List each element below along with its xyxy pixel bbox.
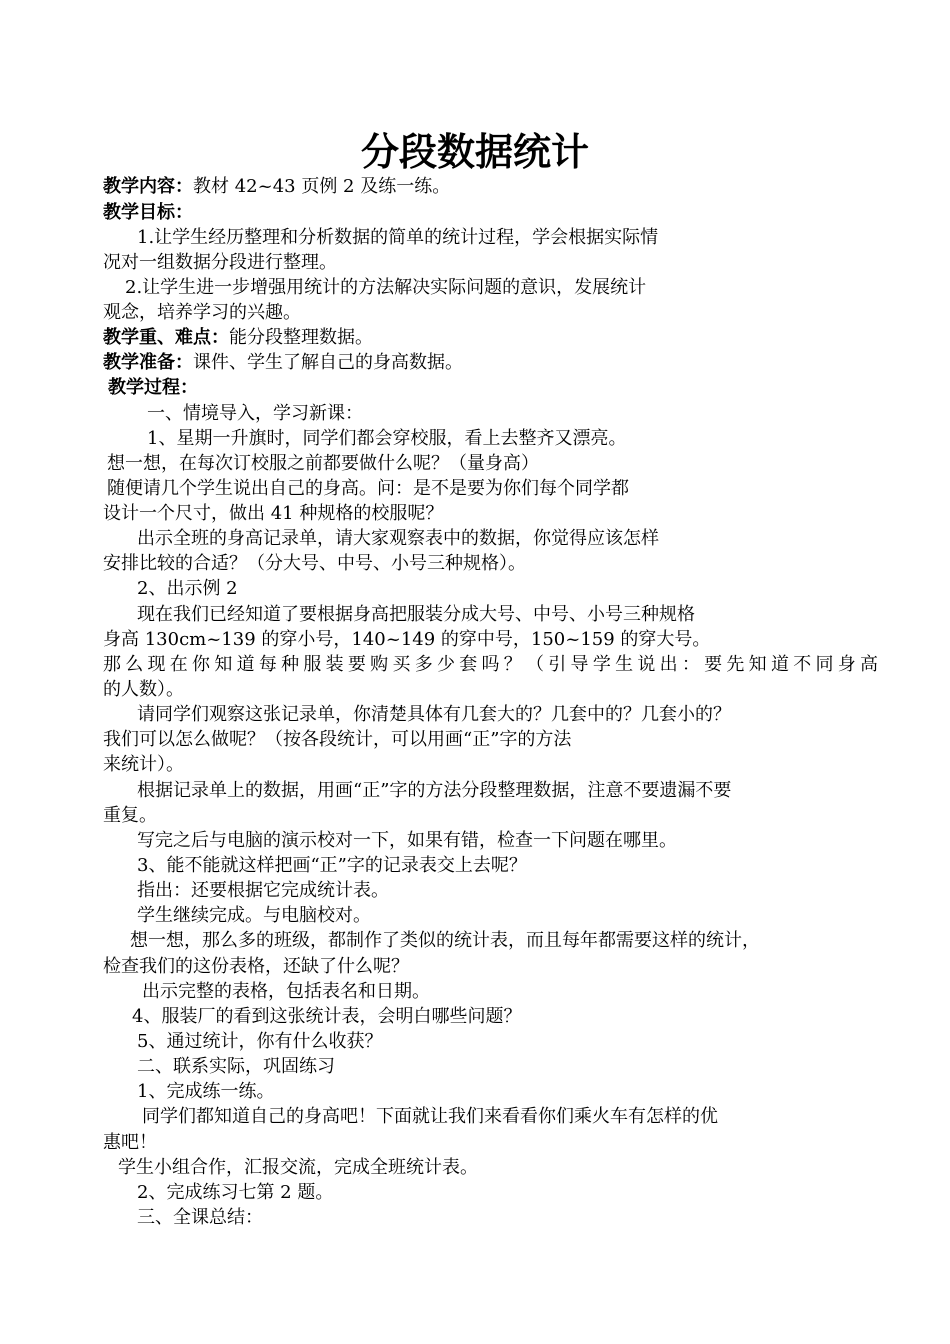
process-line: 2、出示例 2 xyxy=(137,578,238,599)
process-line: 我们可以怎么做呢？（按各段统计，可以用画“正”字的方法 xyxy=(103,729,572,750)
process-line: 根据记录单上的数据，用画“正”字的方法分段整理数据，注意不要遗漏不要 xyxy=(137,780,732,801)
content-line xyxy=(103,175,450,199)
page-title: 分段数据统计 xyxy=(360,130,589,174)
process-line: 想一想，那么多的班级，都制作了类似的统计表，而且每年都需要这样的统计， xyxy=(130,930,760,951)
process-line: 1、星期一升旗时，同学们都会穿校服，看上去整齐又漂亮。 xyxy=(147,428,627,449)
process-heading xyxy=(108,376,198,400)
preparation-line xyxy=(103,351,463,375)
objective-2-line-1: 2.让学生进一步增强用统计的方法解决实际问题的意识，发展统计 xyxy=(125,277,647,298)
preparation-label: 教学准备： xyxy=(103,352,193,373)
objectives-heading xyxy=(103,201,193,225)
process-line: 指出：还要根据它完成统计表。 xyxy=(137,880,389,901)
process-line: 2、完成练习七第 2 题。 xyxy=(137,1182,334,1203)
objective-2-line-2: 观念，培养学习的兴趣。 xyxy=(103,302,301,323)
process-line: 写完之后与电脑的演示校对一下，如果有错，检查一下问题在哪里。 xyxy=(137,830,677,851)
process-line: 三、全课总结： xyxy=(137,1207,263,1228)
process-line: 设计一个尺寸，做出 41 种规格的校服呢？ xyxy=(103,503,444,524)
process-line: 现在我们已经知道了要根据身高把服装分成大号、中号、小号三种规格 xyxy=(137,604,695,625)
preparation-text: 课件、学生了解自己的身高数据。 xyxy=(193,352,463,373)
objective-1-line-1: 1.让学生经历整理和分析数据的简单的统计过程，学会根据实际情 xyxy=(137,227,659,248)
process-line: 身高 130cm~139 的穿小号，140~149 的穿中号，150~159 的穿大号。 xyxy=(103,629,711,650)
process-line: 4、服装厂的看到这张统计表，会明白哪些问题？ xyxy=(132,1006,522,1027)
process-line: 出示全班的身高记录单，请大家观察表中的数据，你觉得应该怎样 xyxy=(137,528,659,549)
process-line: 二、联系实际，巩固练习 xyxy=(137,1056,335,1077)
content-label: 教学内容： xyxy=(103,176,193,197)
process-line: 出示完整的表格，包括表名和日期。 xyxy=(142,981,430,1002)
process-line: 请同学们观察这张记录单，你清楚具体有几套大的？几套中的？几套小的？ xyxy=(137,704,731,725)
objectives-label: 教学目标： xyxy=(103,202,193,223)
process-line: 随便请几个学生说出自己的身高。问：是不是要为你们每个同学都 xyxy=(107,478,629,499)
keypoints-label: 教学重、难点： xyxy=(103,327,229,348)
process-line: 一、情境导入，学习新课： xyxy=(147,403,363,424)
process-line: 1、完成练一练。 xyxy=(137,1081,275,1102)
objective-1-line-2: 况对一组数据分段进行整理。 xyxy=(103,252,337,273)
process-line: 那么现在你知道每种服装要购买多少套吗？（引导学生说出：要先知道不同身高 xyxy=(103,654,878,675)
process-line: 来统计）。 xyxy=(103,754,184,775)
keypoints-text: 能分段整理数据。 xyxy=(229,327,373,348)
content-text: 教材 42~43 页例 2 及练一练。 xyxy=(193,176,451,197)
process-line: 想一想，在每次订校服之前都要做什么呢？（量身高） xyxy=(107,453,539,474)
keypoints-line xyxy=(103,326,373,350)
process-line: 安排比较的合适？（分大号、中号、小号三种规格）。 xyxy=(103,553,526,574)
process-line: 检查我们的这份表格，还缺了什么呢？ xyxy=(103,956,409,977)
process-line: 学生继续完成。与电脑校对。 xyxy=(137,905,371,926)
process-line: 的人数）。 xyxy=(103,679,184,700)
process-line: 学生小组合作，汇报交流，完成全班统计表。 xyxy=(118,1157,478,1178)
process-label: 教学过程： xyxy=(108,377,198,398)
process-line: 同学们都知道自己的身高吧！下面就让我们来看看你们乘火车有怎样的优 xyxy=(142,1106,718,1127)
process-line: 重复。 xyxy=(103,805,157,826)
process-line: 5、通过统计，你有什么收获？ xyxy=(137,1031,383,1052)
process-line: 惠吧！ xyxy=(103,1132,157,1153)
process-line: 3、能不能就这样把画“正”字的记录表交上去呢？ xyxy=(137,855,527,876)
